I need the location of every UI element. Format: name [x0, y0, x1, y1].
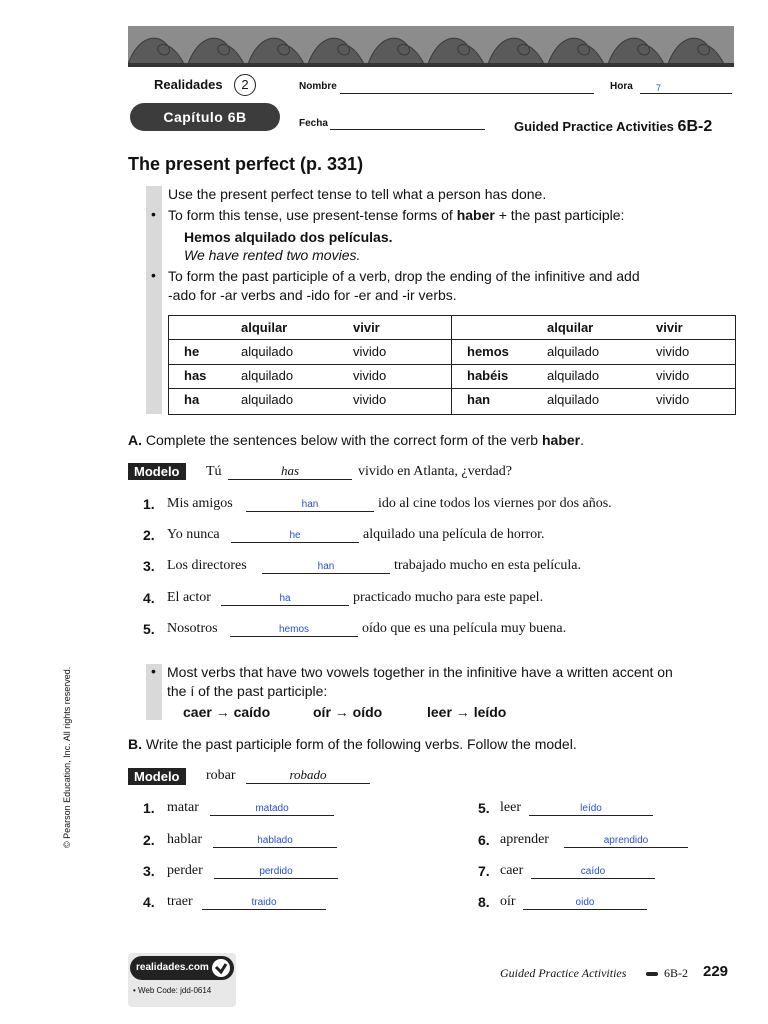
fecha-label: Fecha	[299, 118, 328, 129]
sentence-start: Yo nunca	[167, 527, 220, 542]
table-cell: alquilado	[241, 344, 294, 359]
modelo-answer-blank: robado	[246, 768, 370, 784]
nombre-field[interactable]	[340, 93, 594, 94]
sentence-start: Los directores	[167, 558, 247, 573]
example-english: We have rented two movies.	[184, 247, 361, 263]
item-number: 4.	[143, 894, 155, 910]
footer-separator	[646, 972, 658, 976]
item-number: 7.	[478, 863, 490, 879]
sentence-end: practicado mucho para este papel.	[353, 590, 544, 605]
section-title: The present perfect (p. 331)	[128, 154, 364, 174]
table-cell: he	[184, 344, 200, 359]
check-icon	[212, 959, 230, 977]
conjugation-table	[168, 315, 736, 415]
verb-label: hablar	[167, 832, 202, 847]
realidades-com-logo[interactable]: realidades.com	[130, 956, 234, 980]
page-number: 229	[703, 963, 729, 980]
table-cell: han	[467, 392, 491, 407]
item-number: 3.	[143, 863, 155, 879]
realidades-label: Realidades	[154, 77, 223, 92]
bullet-icon: •	[151, 663, 156, 679]
table-cell: alquilado	[241, 392, 294, 407]
item-number: 1.	[143, 496, 155, 512]
realidades-level-badge: 2	[234, 74, 256, 96]
table-cell: vivido	[656, 368, 690, 383]
verb-label: leer	[500, 800, 521, 815]
answer-field[interactable]: caído	[531, 863, 655, 879]
answer-field[interactable]: han	[262, 558, 390, 574]
table-header: alquilar	[547, 320, 594, 335]
modelo-after: vivido en Atlanta, ¿verdad?	[358, 464, 512, 479]
answer-field[interactable]: ha	[221, 590, 349, 606]
answer-field[interactable]: hablado	[213, 832, 337, 848]
hora-field[interactable]	[640, 93, 732, 94]
notes-intro: Use the present perfect tense to tell what a person has done.	[168, 186, 547, 202]
answer-field[interactable]: traido	[202, 894, 326, 910]
hora-label: Hora	[610, 81, 633, 92]
bullet-icon: •	[151, 206, 156, 222]
web-code: • Web Code: jdd-0614	[133, 986, 212, 995]
sentence-start: Nosotros	[167, 621, 218, 636]
accent-example: leer → leído	[427, 704, 507, 720]
accent-note-line2: the í of the past participle:	[167, 683, 328, 699]
item-number: 2.	[143, 527, 155, 543]
nombre-label: Nombre	[299, 81, 337, 92]
table-cell: vivido	[353, 344, 387, 359]
item-number: 5.	[143, 621, 155, 637]
table-cell: alquilado	[547, 392, 600, 407]
table-header: alquilar	[241, 320, 288, 335]
table-cell: hemos	[467, 344, 509, 359]
item-number: 8.	[478, 894, 490, 910]
accent-note-line1: Most verbs that have two vowels together in the infinitive have a written accent on	[167, 664, 673, 680]
table-cell: vivido	[656, 344, 690, 359]
accent-example: caer → caído	[183, 704, 271, 720]
table-cell: vivido	[353, 392, 387, 407]
answer-field[interactable]: hemos	[230, 621, 358, 637]
footer-logo-box	[128, 953, 236, 1007]
answer-field[interactable]: matado	[210, 800, 334, 816]
item-number: 4.	[143, 590, 155, 606]
table-cell: has	[184, 368, 207, 383]
verb-label: caer	[500, 863, 524, 878]
header-banner	[128, 26, 734, 64]
fecha-field[interactable]	[330, 129, 485, 130]
notes-bullet-1: To form this tense, use present-tense forms of haber + the past participle:	[168, 207, 625, 223]
footer-activity-title: Guided Practice Activities	[500, 966, 627, 980]
part-a-instruction: A. Complete the sentences below with the correct form of the verb haber.	[128, 432, 584, 448]
table-cell: habéis	[467, 368, 509, 383]
table-cell: ha	[184, 392, 200, 407]
modelo-answer-blank: has	[228, 464, 352, 480]
sentence-end: trabajado mucho en esta película.	[394, 558, 581, 573]
modelo-badge: Modelo	[128, 463, 186, 480]
table-cell: alquilado	[547, 368, 600, 383]
table-divider	[451, 316, 452, 414]
sentence-end: alquilado una película de horror.	[363, 527, 545, 542]
item-number: 6.	[478, 832, 490, 848]
banner-underline	[128, 63, 734, 67]
modelo-before: Tú	[206, 464, 222, 479]
footer-code: 6B-2	[664, 966, 688, 980]
sentence-end: ido al cine todos los viernes por dos años.	[378, 496, 612, 511]
notes-bullet-2-line2: -ado for -ar verbs and -ido for -er and -ir verbs.	[168, 287, 457, 303]
copyright-notice: © Pearson Education, Inc. All rights reserved.	[62, 666, 72, 848]
answer-field[interactable]: he	[231, 527, 359, 543]
answer-field[interactable]: leído	[529, 800, 653, 816]
item-number: 2.	[143, 832, 155, 848]
answer-field[interactable]: perdido	[214, 863, 338, 879]
part-b-instruction: B. Write the past participle form of the following verbs. Follow the model.	[128, 736, 577, 752]
table-header: vivir	[353, 320, 380, 335]
item-number: 1.	[143, 800, 155, 816]
hora-value: 7	[656, 83, 662, 93]
notes-bullet-2-line1: To form the past participle of a verb, drop the ending of the infinitive and add	[168, 268, 640, 284]
sentence-end: oído que es una película muy buena.	[362, 621, 567, 636]
verb-label: oír	[500, 894, 516, 909]
verb-label: aprender	[500, 832, 549, 847]
table-cell: vivido	[353, 368, 387, 383]
answer-field[interactable]: oido	[523, 894, 647, 910]
item-number: 3.	[143, 558, 155, 574]
bullet-icon: •	[151, 267, 156, 283]
table-cell: alquilado	[241, 368, 294, 383]
table-header: vivir	[656, 320, 683, 335]
modelo-badge: Modelo	[128, 768, 186, 785]
wave-pattern	[128, 26, 734, 64]
modelo-verb: robar	[206, 768, 236, 783]
verb-label: traer	[167, 894, 193, 909]
verb-label: perder	[167, 863, 203, 878]
example-spanish: Hemos alquilado dos películas.	[184, 229, 393, 245]
item-number: 5.	[478, 800, 490, 816]
answer-field[interactable]: aprendido	[564, 832, 688, 848]
table-cell: vivido	[656, 392, 690, 407]
verb-label: matar	[167, 800, 199, 815]
sentence-start: Mis amigos	[167, 496, 233, 511]
sentence-start: El actor	[167, 590, 211, 605]
accent-example: oír → oído	[313, 704, 383, 720]
activity-title: Guided Practice Activities 6B-2	[514, 118, 713, 135]
table-cell: alquilado	[547, 344, 600, 359]
answer-field[interactable]: han	[246, 496, 374, 512]
capitulo-badge: Capítulo 6B	[130, 103, 280, 131]
